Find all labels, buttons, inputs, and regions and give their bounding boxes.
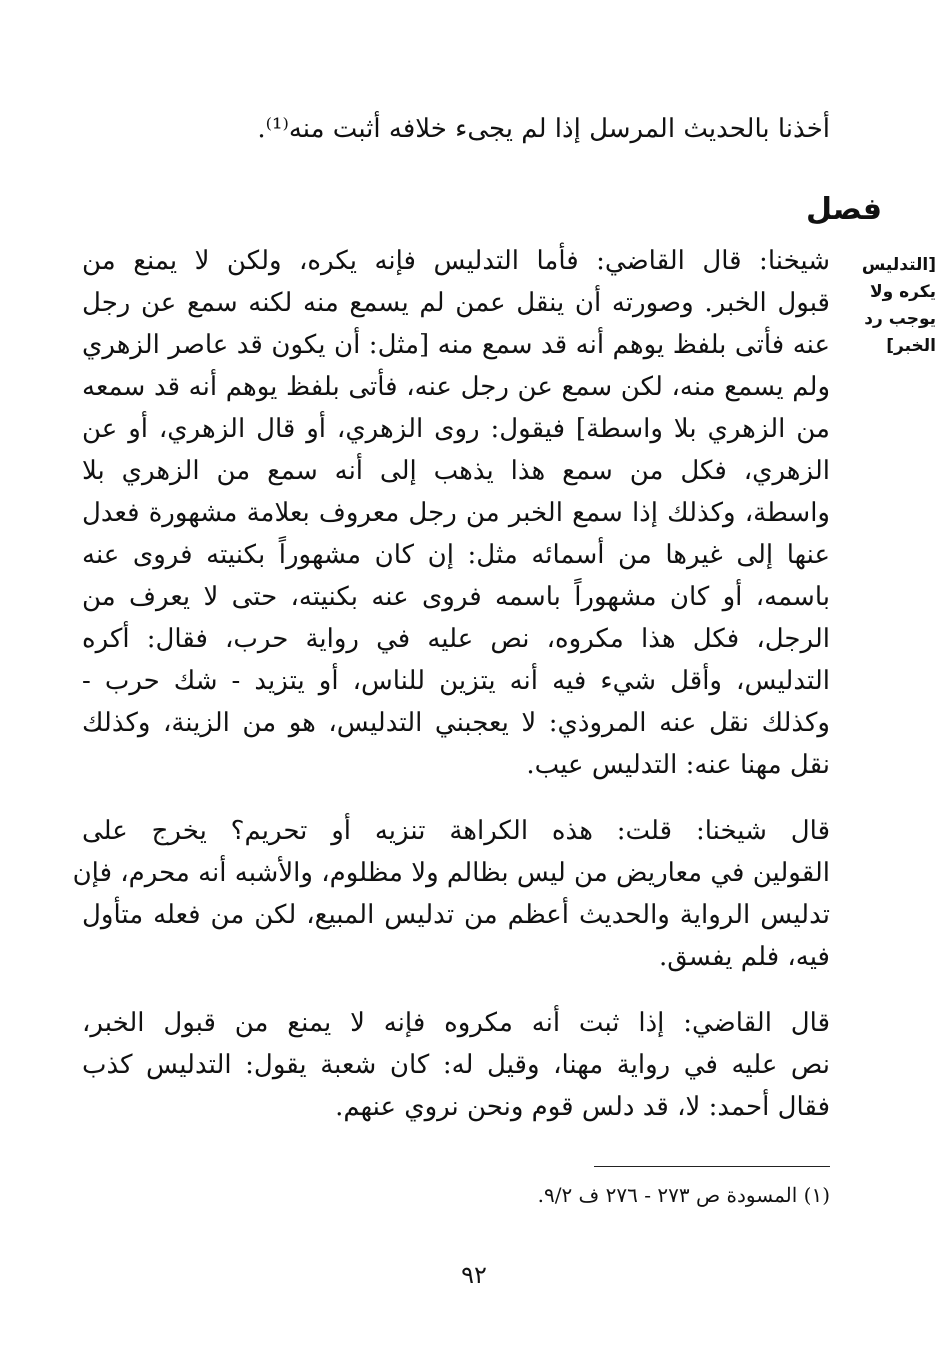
paragraph1-line: واسطة، وكذلك إذا سمع الخبر من رجل معروف بعلامة مشهورة فعدل — [82, 498, 830, 528]
paragraph1-line: ولم يسمع منه، لكن سمع عن رجل عنه، فأتى بلفظ يوهم أنه قد سمعه — [82, 372, 830, 402]
paragraph1-line: باسمه، أو كان مشهوراً باسمه فروى عنه بكنيته، حتى لا يعرف من — [82, 582, 830, 612]
paragraph1-line: عنها إلى غيرها من أسمائه مثل: إن كان مشهوراً بكنيته فروى عنه — [82, 540, 830, 570]
margin-note-line: [التدليس — [861, 255, 936, 275]
paragraph1-line: من الزهري بلا واسطة] فيقول: روى الزهري، أو قال الزهري، أو عن — [82, 414, 830, 444]
paragraph3-line: فقال أحمد: لا، قد دلس قوم ونحن نروي عنهم. — [335, 1092, 830, 1122]
paragraph1-line: وكذلك نقل عنه المروذي: لا يعجبني التدليس، هو من الزينة، وكذلك — [82, 708, 830, 738]
paragraph1-line: قبول الخبر. وصورته أن ينقل عمن لم يسمع منه لكنه سمع عن رجل — [82, 288, 830, 318]
paragraph3-line: نص عليه في رواية مهنا، وقيل له: كان شعبة يقول: التدليس كذب — [82, 1050, 830, 1080]
section-heading: فصل — [806, 192, 882, 227]
paragraph2-line: فيه، فلم يفسق. — [658, 942, 830, 972]
paragraph1-line: الرجل، فكل هذا مكروه، نص عليه في رواية حرب، فقال: أكره — [82, 624, 830, 654]
paragraph1-line: نقل مهنا عنه: التدليس عيب. — [526, 750, 830, 780]
margin-note-line: يكره ولا — [869, 282, 936, 302]
footnote: (١) المسودة ص ٢٧٣ - ٢٧٦ ف ٩/٢. — [537, 1183, 830, 1207]
footnote-separator — [594, 1166, 830, 1167]
paragraph1-line: التدليس، وأقل شيء فيه أنه يتزين للناس، أو يتزيد - شك حرب - — [82, 666, 830, 696]
paragraph2-line: القولين في معاريض من ليس بظالم ولا مظلوم، والأشبه أنه محرم، فإن — [72, 858, 830, 888]
paragraph2-line: قال شيخنا: قلت: هذه الكراهة تنزيه أو تحريم؟ يخرج على — [82, 816, 830, 846]
margin-note-line: الخبر] — [886, 336, 936, 356]
paragraph1-line: شيخنا: قال القاضي: فأما التدليس فإنه يكره، ولكن لا يمنع من — [82, 246, 830, 276]
paragraph3-line: قال القاضي: إذا ثبت أنه مكروه فإنه لا يمنع من قبول الخبر، — [82, 1008, 830, 1038]
paragraph2-line: تدليس الرواية والحديث أعظم من تدليس المبيع، لكن من فعله متأول — [82, 900, 830, 930]
paragraph1-line: الزهري، فكل من سمع هذا يذهب إلى أنه سمع من الزهري بلا — [82, 456, 830, 486]
margin-note — [856, 252, 936, 360]
paragraph1-line: عنه فأتى بلفظ يوهم أنه قد سمع منه [مثل: أن يكون قد عاصر الزهري — [82, 330, 830, 360]
page-number: ٩٢ — [461, 1261, 487, 1289]
intro-line: أخذنا بالحديث المرسل إذا لم يجىء خلافه أثبت منه⁽¹⁾. — [257, 114, 830, 144]
margin-note-line: يوجب رد — [864, 309, 936, 329]
